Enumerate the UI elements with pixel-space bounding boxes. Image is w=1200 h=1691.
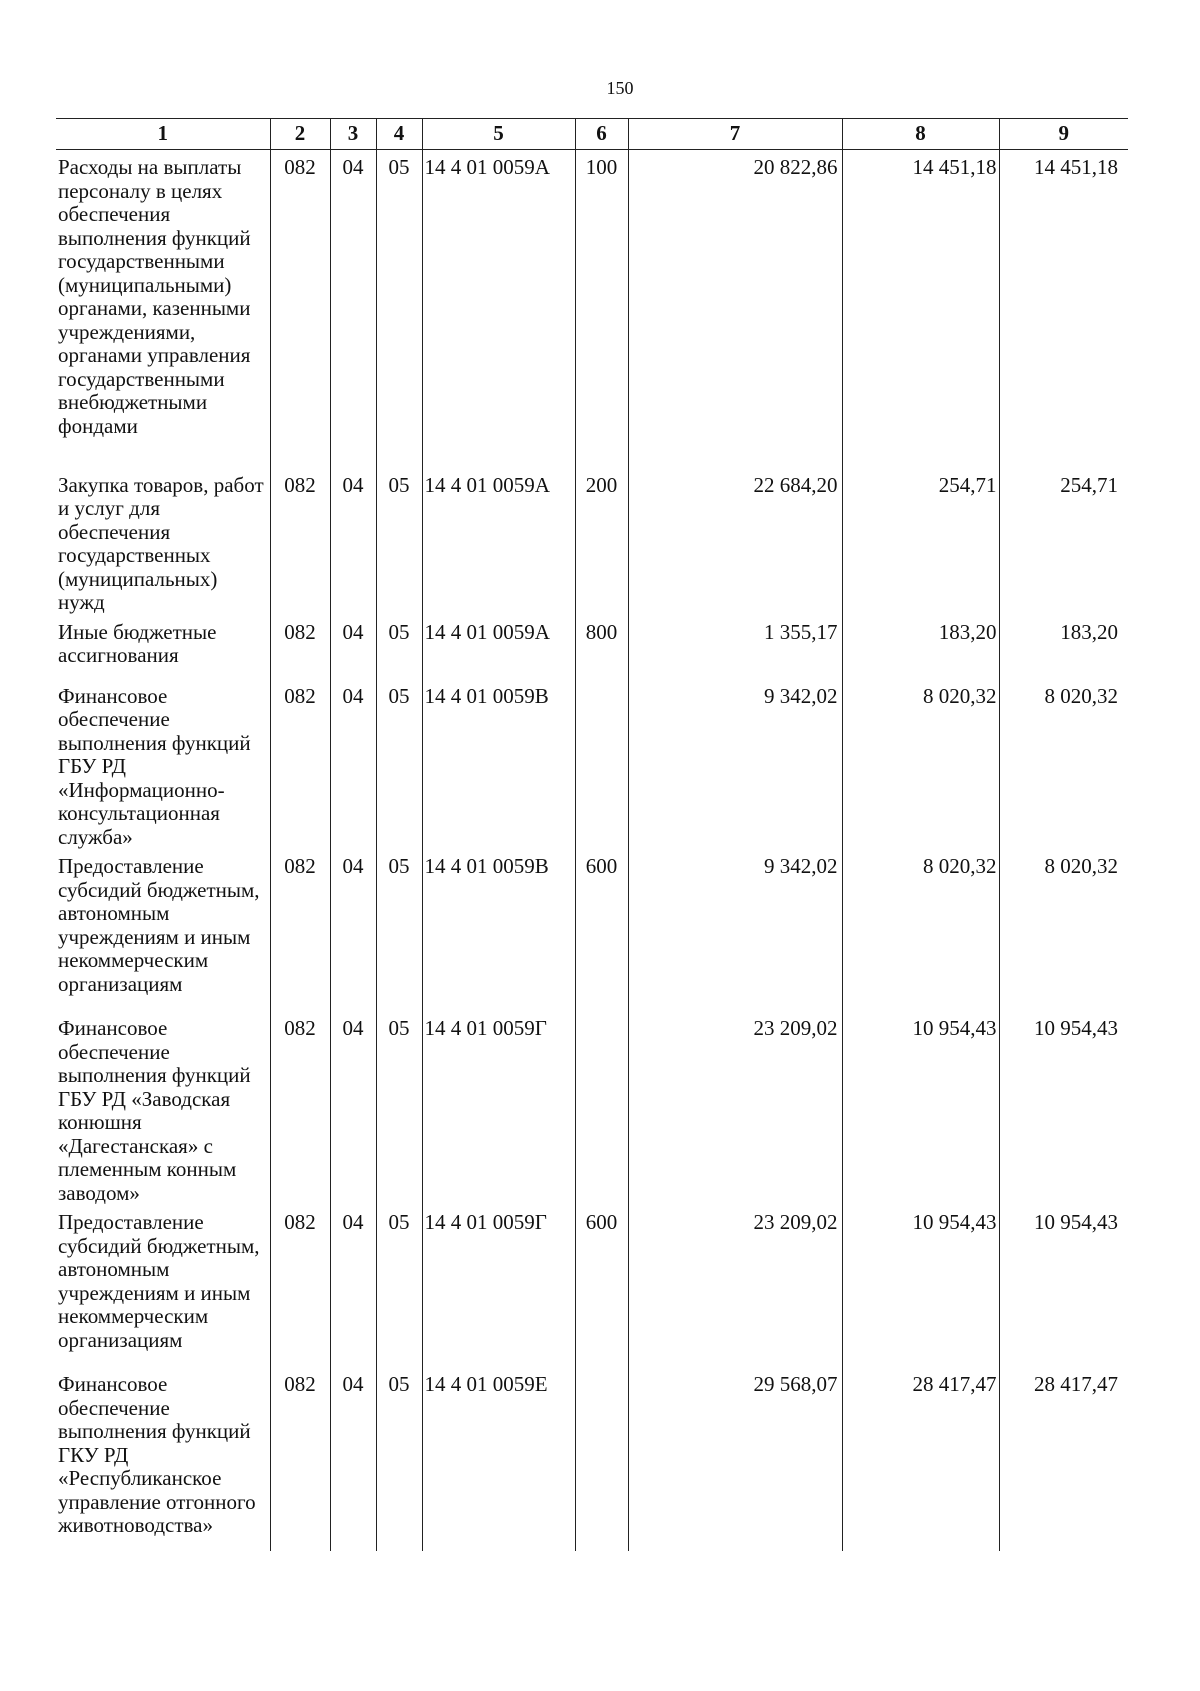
row-amount-col8: 8 020,32 xyxy=(842,679,999,850)
table-row xyxy=(56,1205,1128,1367)
row-amount-col8: 183,20 xyxy=(842,615,999,679)
row-target-code: 14 4 01 0059А xyxy=(422,615,575,679)
column-header: 5 xyxy=(422,119,575,150)
row-amount-col9: 14 451,18 xyxy=(999,150,1128,468)
row-expense-type: 600 xyxy=(575,1205,628,1367)
row-expense-type: 100 xyxy=(575,150,628,468)
row-target-code: 14 4 01 0059А xyxy=(422,150,575,468)
row-expense-type: 200 xyxy=(575,468,628,615)
row-amount-col9: 183,20 xyxy=(999,615,1128,679)
row-section-code: 04 xyxy=(330,679,376,850)
row-ministry-code: 082 xyxy=(270,1367,330,1551)
row-name: Финансовое обеспечение выполнения функций ГБУ РД «Информационно-консультационная служба» xyxy=(58,683,251,849)
column-header: 1 xyxy=(56,119,270,150)
row-target-code: 14 4 01 0059А xyxy=(422,468,575,615)
row-ministry-code: 082 xyxy=(270,150,330,468)
row-target-code: 14 4 01 0059Е xyxy=(422,1367,575,1551)
row-subsection-code: 05 xyxy=(376,849,422,1011)
row-name: Иные бюджетные ассигнования xyxy=(58,619,217,667)
row-amount-col8: 10 954,43 xyxy=(842,1011,999,1205)
table-row xyxy=(56,150,1128,468)
row-name: Расходы на выплаты персоналу в целях обеспечения выполнения функций государственными (муниципальными) органами, казенными учреждениями, органами управления государственными внебюджетными фондами xyxy=(58,155,251,438)
table-row xyxy=(56,849,1128,1011)
row-amount-col7: 22 684,20 xyxy=(628,468,842,615)
row-amount-col9: 254,71 xyxy=(999,468,1128,615)
row-amount-col7: 23 209,02 xyxy=(628,1205,842,1367)
row-subsection-code: 05 xyxy=(376,615,422,679)
row-section-code: 04 xyxy=(330,1205,376,1367)
row-name: Предоставление субсидий бюджетным, автономным учреждениям и иным некоммерческим организациям xyxy=(58,854,260,996)
row-amount-col9: 10 954,43 xyxy=(999,1205,1128,1367)
row-subsection-code: 05 xyxy=(376,679,422,850)
row-expense-type: 600 xyxy=(575,849,628,1011)
row-amount-col9: 28 417,47 xyxy=(999,1367,1128,1551)
row-expense-type xyxy=(575,1011,628,1205)
row-amount-col8: 10 954,43 xyxy=(842,1205,999,1367)
row-amount-col9: 8 020,32 xyxy=(999,679,1128,850)
row-target-code: 14 4 01 0059В xyxy=(422,679,575,850)
row-amount-col8: 28 417,47 xyxy=(842,1367,999,1551)
row-target-code: 14 4 01 0059В xyxy=(422,849,575,1011)
row-target-code: 14 4 01 0059Г xyxy=(422,1011,575,1205)
row-ministry-code: 082 xyxy=(270,849,330,1011)
row-ministry-code: 082 xyxy=(270,1205,330,1367)
row-amount-col7: 20 822,86 xyxy=(628,150,842,468)
row-expense-type xyxy=(575,679,628,850)
table-row xyxy=(56,1367,1128,1551)
header-row xyxy=(56,119,1128,150)
table-row xyxy=(56,615,1128,679)
row-subsection-code: 05 xyxy=(376,1367,422,1551)
row-amount-col7: 1 355,17 xyxy=(628,615,842,679)
row-amount-col7: 9 342,02 xyxy=(628,679,842,850)
row-amount-col7: 9 342,02 xyxy=(628,849,842,1011)
row-amount-col7: 29 568,07 xyxy=(628,1367,842,1551)
row-name: Закупка товаров, работ и услуг для обеспечения государственных (муниципальных) нужд xyxy=(58,472,264,614)
page-number: 150 xyxy=(606,78,634,98)
column-header: 7 xyxy=(628,119,842,150)
budget-table xyxy=(56,118,1128,1551)
column-header: 9 xyxy=(999,119,1128,150)
row-section-code: 04 xyxy=(330,468,376,615)
table-row xyxy=(56,468,1128,615)
row-subsection-code: 05 xyxy=(376,1011,422,1205)
row-ministry-code: 082 xyxy=(270,1011,330,1205)
row-amount-col9: 10 954,43 xyxy=(999,1011,1128,1205)
row-amount-col8: 254,71 xyxy=(842,468,999,615)
column-header: 2 xyxy=(270,119,330,150)
row-amount-col8: 8 020,32 xyxy=(842,849,999,1011)
row-amount-col8: 14 451,18 xyxy=(842,150,999,468)
column-header: 4 xyxy=(376,119,422,150)
row-subsection-code: 05 xyxy=(376,1205,422,1367)
row-amount-col9: 8 020,32 xyxy=(999,849,1128,1011)
row-section-code: 04 xyxy=(330,150,376,468)
row-section-code: 04 xyxy=(330,849,376,1011)
row-target-code: 14 4 01 0059Г xyxy=(422,1205,575,1367)
column-header: 6 xyxy=(575,119,628,150)
row-section-code: 04 xyxy=(330,1367,376,1551)
row-ministry-code: 082 xyxy=(270,679,330,850)
row-amount-col7: 23 209,02 xyxy=(628,1011,842,1205)
row-subsection-code: 05 xyxy=(376,150,422,468)
row-section-code: 04 xyxy=(330,1011,376,1205)
row-name: Финансовое обеспечение выполнения функций ГБУ РД «Заводская конюшня «Дагестанская» с племенным конным заводом» xyxy=(58,1016,251,1205)
row-expense-type: 800 xyxy=(575,615,628,679)
column-header: 8 xyxy=(842,119,999,150)
row-section-code: 04 xyxy=(330,615,376,679)
table-row xyxy=(56,1011,1128,1205)
row-expense-type xyxy=(575,1367,628,1551)
row-name: Предоставление субсидий бюджетным, автономным учреждениям и иным некоммерческим организациям xyxy=(58,1210,260,1352)
table-row xyxy=(56,679,1128,850)
row-subsection-code: 05 xyxy=(376,468,422,615)
row-ministry-code: 082 xyxy=(270,615,330,679)
row-name: Финансовое обеспечение выполнения функций ГКУ РД «Республиканское управление отгонного животноводства» xyxy=(58,1372,256,1537)
row-ministry-code: 082 xyxy=(270,468,330,615)
column-header: 3 xyxy=(330,119,376,150)
